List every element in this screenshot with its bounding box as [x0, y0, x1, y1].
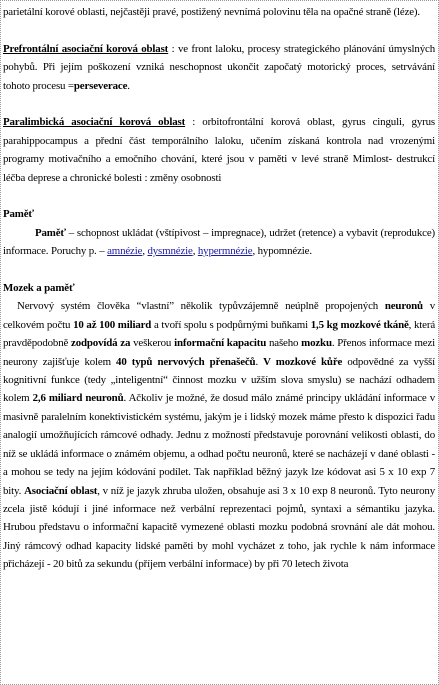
spacer — [3, 95, 435, 113]
term-prefrontal: Prefrontální asociační korová oblast — [3, 42, 169, 55]
paragraph-text: . — [127, 79, 130, 92]
paragraph-text: Jiný rámcový odhad kapacity lidské paměti by mohl vycházet z toho, jak rychle k nám informace přicházejí - 20 bitů za sekundu (příjem verbální informace) by při 70 letech života — [3, 539, 435, 571]
bold-phrase: 2,6 miliard neuronů — [32, 392, 124, 405]
bold-phrase: neuronů — [384, 300, 423, 313]
paragraph-mozek — [3, 297, 435, 536]
separator: , — [142, 245, 145, 258]
bold-phrase: 40 typů nervových přenašečů — [116, 355, 256, 368]
paragraph-text: . — [255, 355, 259, 368]
paragraph-text: , v níž je jazyk zhruba uložen, obsahuje asi 3 x 10 exp 8 neuronů. Tyto neurony zcela jistě kódují i jiné informace než verbální reprezentaci pojmů, syntaxi a sémantiku jazyka. Hrubou představu o informační kapacitě vymezené oblasti mozku podobná srovnání ale dát mohou. — [3, 484, 435, 534]
spacer — [3, 261, 435, 279]
paragraph-text: Nervový systém člověka “vlastní” několik typůvzájemně neúplně propojených — [17, 300, 379, 313]
spacer — [3, 21, 435, 39]
paragraph-text: v celkovém počtu — [3, 300, 436, 331]
paragraph-text: našeho — [268, 337, 299, 350]
bold-phrase: Asociační oblast — [24, 484, 98, 497]
paragraph-text: : ve front laloku, procesy strategického plánování úmyslných pohybů. Při jejím poškození vzniká neschopnost ukončit započatý motorický proces, setrvávání tohoto procesu = — [3, 42, 435, 92]
link-amnezie[interactable]: amnézie — [107, 245, 143, 258]
paragraph-text: – schopnost ukládat (vštípivost – impregnace), udržet (retence) a vybavit (reprodukce) informace. Poruchy p. – — [3, 226, 435, 258]
term-pamet: Paměť — [35, 226, 66, 239]
bold-phrase: informační kapacitu — [174, 337, 267, 350]
heading-text: Mozek a paměť — [3, 282, 75, 295]
paragraph-text: , hypomnézie. — [252, 245, 312, 258]
paragraph-neglect — [3, 3, 435, 21]
paragraph-text: . Přenos informace mezi neurony zajišťuje kolem — [3, 337, 436, 368]
link-hypermnezie[interactable]: hypermnézie — [197, 245, 253, 258]
paragraph-text: , která pravděpodobně — [3, 318, 436, 350]
paragraph-kapacita — [3, 537, 435, 574]
heading-text: Paměť — [3, 208, 34, 221]
spacer — [3, 187, 435, 205]
term-perseverace: perseverace — [73, 79, 128, 92]
paragraph-prefrontal — [3, 40, 435, 95]
paragraph-text: parietální korové oblasti, nejčastěji pravé, postižený nevnímá polovinu těla na opačné straně (léze). — [3, 6, 420, 18]
term-paralimbic: Paralimbická asociační korová oblast — [3, 116, 186, 129]
paragraph-text: odpovědné za vyšší kognitivní funkce (tedy „inteligentní“ činnost mozku v užším slova smyslu) se nachází odhadem kolem — [3, 355, 436, 405]
bold-phrase: 10 až 100 miliard — [73, 318, 152, 331]
bold-phrase: zodpovídá za — [71, 337, 131, 350]
paragraph-text: veškerou — [133, 337, 172, 350]
separator: , — [192, 245, 196, 258]
paragraph-text: . Ačkoliv je možné, že dosud málo známé principy ukládání informace v masivně paralelním konektivistickém systému, jakým je i lidský mozek máme přesto k dispozici řadu analogií umožňujících rámcové odhady. Jednu z možností představuje porovnání velikosti oblasti, do níž se ukládá informace o známém objemu, a odhad počtu neuronů, které se nacházejí v dané oblasti - a mohou se tedy na jejím kódování podílet. Tak například běžný jazyk lze kódovat asi 5 x 10 exp 7 bity. — [3, 392, 435, 497]
paragraph-text: : orbitofrontální korová oblast, gyrus cinguli, gyrus parahippocampus a přední část temporálního laloku, učením získaná kontrola nad vrozenými programy motivačního a emočního chování, které jsou v paměti v levé straně Mimlost- destrukcí léčba deprese a chronické bolesti : změny osobnosti — [3, 116, 435, 184]
heading-pamet — [3, 205, 435, 223]
heading-mozek-a-pamet — [3, 279, 435, 297]
paragraph-pamet — [3, 224, 435, 261]
bold-phrase: V mozkové kůře — [263, 355, 343, 368]
bold-phrase: mozku — [301, 337, 332, 350]
paragraph-text: a tvoří spolu s podpůrnými buňkami — [153, 318, 308, 331]
bold-phrase: 1,5 kg mozkové tkáně — [310, 318, 409, 331]
link-dysmnezie[interactable]: dysmnézie — [147, 245, 193, 258]
document-page — [1, 1, 438, 574]
paragraph-paralimbic — [3, 113, 435, 187]
